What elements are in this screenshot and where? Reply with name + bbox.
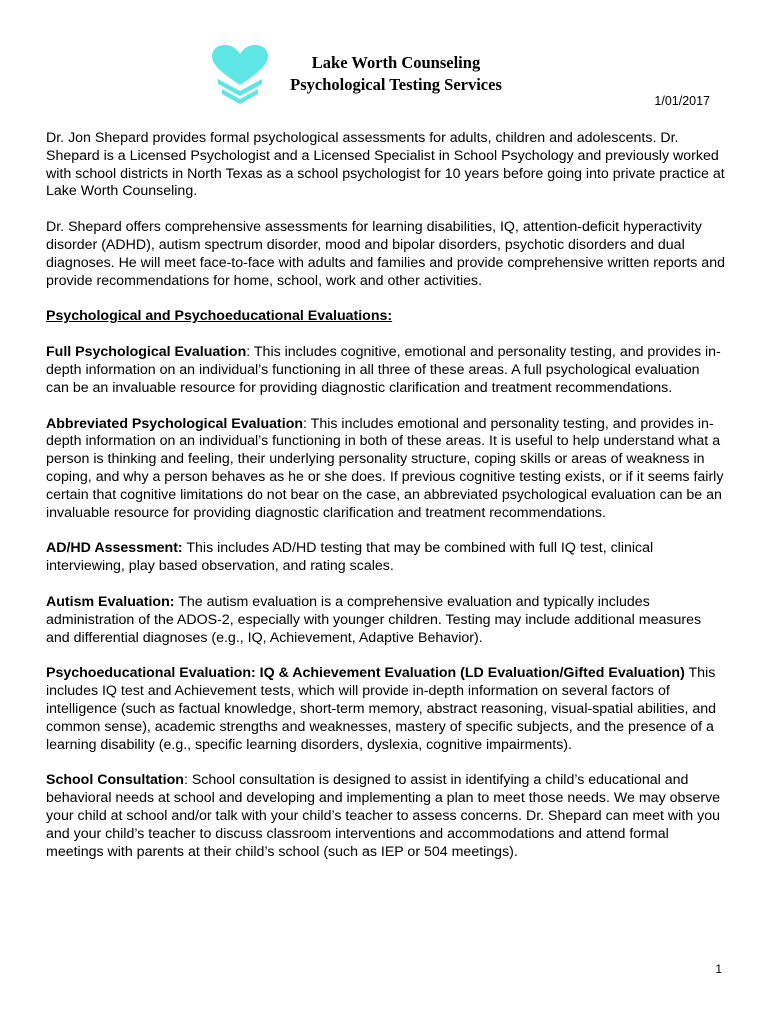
evaluation-description: This includes IQ test and Achievement tests, which will provide in-depth information on several factors of intelligence (such as factual knowledge, short-term memory, abstract reasoning, visual-spatial abilities, and common sense), academic strengths and weaknesses, mastery of specific subjects, and the presence of a learning disability (e.g., specific learning disorders, dyslexia, cognitive impairments). [46, 665, 717, 753]
evaluation-description: This includes cognitive, emotional and personality testing, and provides in-depth information on an individual’s functioning in all three of these areas. A full psychological evaluation can be an invaluable resource for providing diagnostic clarification and treatment recommendations. [46, 344, 721, 396]
page-number: 1 [715, 962, 722, 976]
evaluation-separator: : [183, 772, 192, 789]
document-title [272, 52, 520, 96]
evaluation-separator: : [246, 344, 254, 361]
evaluation-term: School Consultation [46, 772, 184, 789]
document-body [46, 130, 726, 879]
section-heading: Psychological and Psychoeducational Evaluations: [46, 308, 393, 325]
heart-logo-icon [212, 45, 268, 107]
evaluation-psychoeducational [46, 665, 726, 754]
title-line-2: Psychological Testing Services [290, 75, 502, 94]
intro-paragraph-1: Dr. Jon Shepard provides formal psychological assessments for adults, children and adolescents. Dr. Shepard is a Licensed Psychologist and a Licensed Specialist in School Psychology and previously worked with school districts in North Texas as a school psychologist for 10 years before going into private practice at Lake Worth Counseling. [46, 130, 725, 200]
evaluation-full-psychological [46, 344, 726, 397]
evaluation-description: This includes emotional and personality testing, and provides in-depth information on an individual’s functioning in both of these areas. It is useful to help understand what a person is thinking and feeling, their underlying personality structure, coping skills or areas of weakness in coping, and why a person behaves as he or she does. If previous cognitive testing exists, or if it seems fairly certain that cognitive limitations do not bear on the case, an abbreviated psychological evaluation can be an invaluable resource for providing diagnostic clarification and treatment recommendations. [46, 415, 724, 521]
evaluation-description: This includes AD/HD testing that may be combined with full IQ test, clinical interviewing, play based observation, and rating scales. [46, 540, 654, 575]
evaluation-abbreviated-psychological [46, 416, 726, 523]
intro-paragraph-2: Dr. Shepard offers comprehensive assessments for learning disabilities, IQ, attention-deficit hyperactivity disorder (ADHD), autism spectrum disorder, mood and bipolar disorders, psychotic disorders and dual diagnoses. He will meet face-to-face with adults and families and provide comprehensive written reports and provide recommendations for home, school, work and other activities. [46, 219, 725, 289]
title-line-1: Lake Worth Counseling [311, 53, 481, 72]
evaluation-term: Psychoeducational Evaluation: IQ & Achievement Evaluation (LD Evaluation/Gifted Evaluation) [46, 665, 685, 682]
evaluation-description: School consultation is designed to assist in identifying a child’s educational and behavioral needs at school and developing and implementing a plan to meet those needs. We may observe your child at school and/or talk with your child’s teacher to assess concerns. Dr. Shepard can meet with you and your child’s teacher to discuss classroom interventions and accommodations and attend formal meetings with parents at their child’s school (such as IEP or 504 meetings). [46, 772, 721, 860]
document-date: 1/01/2017 [654, 94, 710, 108]
evaluation-term: Full Psychological Evaluation [46, 344, 247, 361]
evaluation-school-consultation [46, 772, 726, 861]
evaluation-term: Autism Evaluation: [46, 593, 175, 610]
evaluation-term: AD/HD Assessment: [46, 540, 183, 557]
evaluation-term: Abbreviated Psychological Evaluation [46, 415, 304, 432]
evaluation-adhd [46, 540, 726, 576]
evaluation-description: The autism evaluation is a comprehensive evaluation and typically includes administration of the ADOS-2, especially with younger children. Testing may include additional measures and differential diagnoses (e.g., IQ, Achievement, Adaptive Behavior). [46, 593, 702, 646]
evaluation-separator: : [303, 415, 311, 432]
evaluation-autism [46, 594, 726, 647]
